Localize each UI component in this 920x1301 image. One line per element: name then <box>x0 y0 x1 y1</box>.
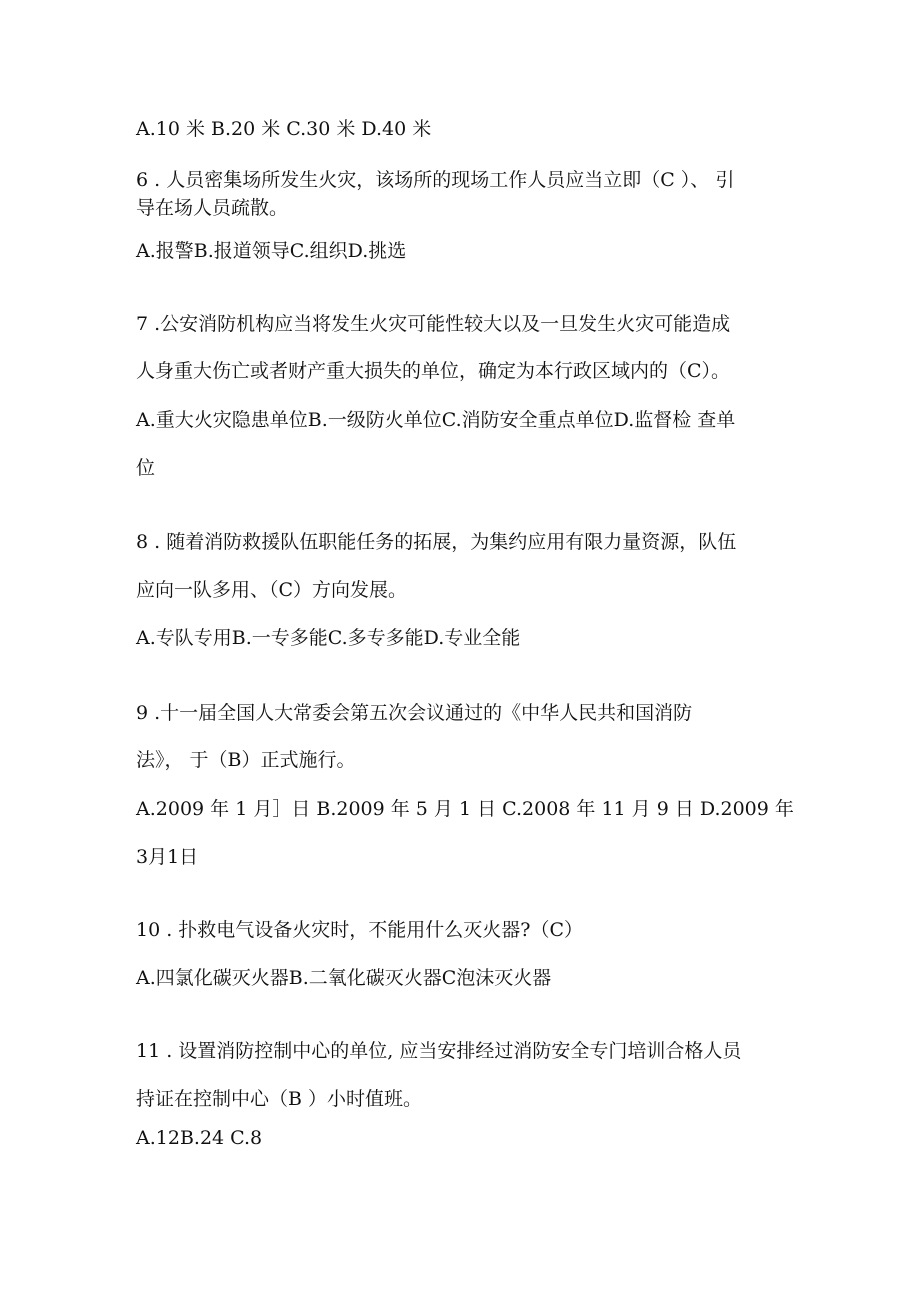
q11-question-line1: 11 . 设置消防控制中心的单位, 应当安排经过消防安全专门培训合格人员 <box>136 1040 742 1062</box>
q7-options-line2: 位 <box>136 457 156 479</box>
q9-question-line1: 9 .十一届全国人大常委会第五次会议通过的《中华人民共和国消防 <box>136 702 693 724</box>
q8-options: A.专队专用B.一专多能C.多专多能D.专业全能 <box>136 627 521 649</box>
q7-question-line2: 人身重大伤亡或者财产重大损失的单位，确定为本行政区域内的（C）。 <box>136 360 731 382</box>
q10-question: 10 . 扑救电气设备火灾时，不能用什么灭火器?（C） <box>136 919 584 941</box>
q9-options-line1: A.2009 年 1 月］日 B.2009 年 5 月 1 日 C.2008 年 11 月 9 日 D.2009 年 <box>136 798 794 820</box>
q9-options-line2: 3月1日 <box>136 846 199 868</box>
q8-question-line1: 8 . 随着消防救援队伍职能任务的拓展，为集约应用有限力量资源，队伍 <box>136 531 737 553</box>
q6-question-line1: 6 . 人员密集场所发生火灾，该场所的现场工作人员应当立即（C ）、 引 <box>136 169 735 191</box>
q11-options: A.12B.24 C.8 <box>136 1127 263 1149</box>
q7-question-line1: 7 .公安消防机构应当将发生火灾可能性较大以及一旦发生火灾可能造成 <box>136 313 731 335</box>
q9-question-line2: 法》， 于（B）正式施行。 <box>136 749 356 771</box>
q5-options: A.10 米 B.20 米 C.30 米 D.40 米 <box>136 118 432 140</box>
q10-options: A.四氯化碳灭火器B.二氧化碳灭火器C泡沫灭火器 <box>136 967 552 989</box>
q8-question-line2: 应向一队多用、（C）方向发展。 <box>136 579 408 601</box>
q6-question-line2: 导在场人员疏散。 <box>136 197 289 219</box>
q6-options: A.报警B.报道领导C.组织D.挑选 <box>136 240 407 262</box>
q7-options-line1: A.重大火灾隐患单位B.一级防火单位C.消防安全重点单位D.监督检 查单 <box>136 409 736 431</box>
q11-question-line2: 持证在控制中心（B ）小时值班。 <box>136 1088 423 1110</box>
